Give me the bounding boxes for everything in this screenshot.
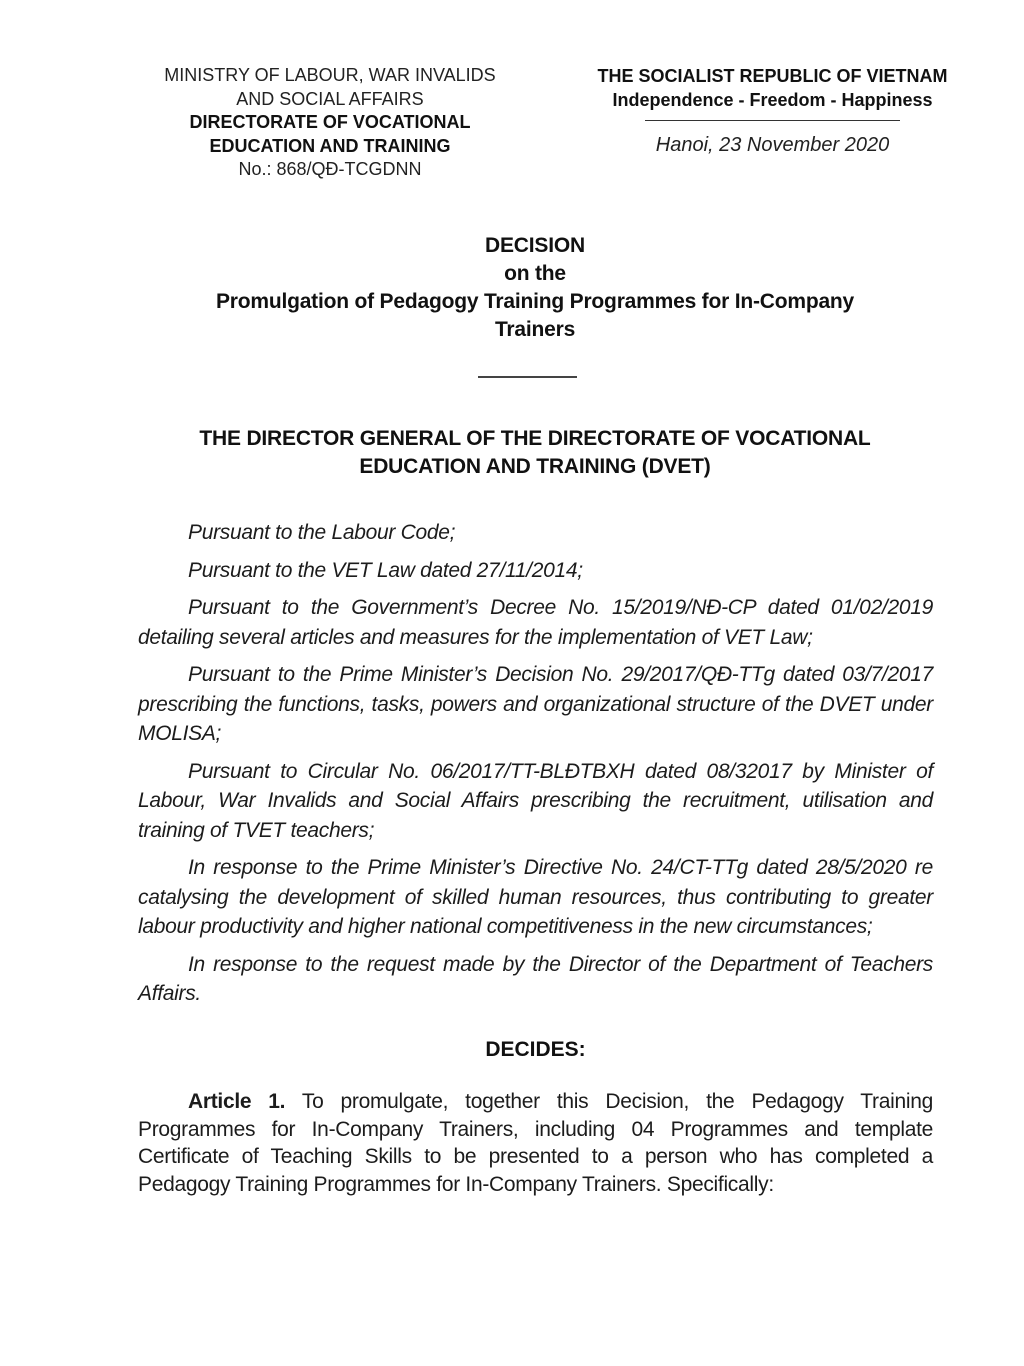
title-line-1: DECISION — [485, 234, 585, 257]
title-line-4: Trainers — [494, 318, 576, 341]
decides-heading: DECIDES: — [485, 1037, 586, 1061]
preamble-paragraph: Pursuant to the Government’s Decree No. 15/2019/NĐ-CP dated 01/02/2019 detailing several articles and measures for the implementation of VET Law; — [138, 596, 933, 649]
directorate-name-line-1: DIRECTORATE OF VOCATIONAL — [189, 112, 471, 132]
national-motto: Independence - Freedom - Happiness — [612, 90, 933, 110]
issuing-authority-block — [130, 64, 530, 182]
title-line-3: Promulgation of Pedagogy Training Programmes for In-Company — [215, 290, 855, 313]
decision-title — [130, 232, 940, 344]
preamble-paragraph: In response to the Prime Minister’s Directive No. 24/CT-TTg dated 28/5/2020 re catalysing the development of skilled human resources, thus contributing to greater labour productivity and higher national competitiveness in the new circumstances; — [138, 856, 933, 938]
decision-body — [138, 518, 933, 1206]
country-name: THE SOCIALIST REPUBLIC OF VIETNAM — [597, 66, 948, 86]
preamble-paragraph: In response to the request made by the Director of the Department of Teachers Affairs. — [138, 952, 933, 1005]
article-1-label: Article 1. — [188, 1090, 286, 1113]
motto-underline-divider — [645, 120, 900, 121]
preamble-paragraph: Pursuant to the Prime Minister’s Decision No. 29/2017/QĐ-TTg dated 03/7/2017 prescribing the functions, tasks, powers and organizational structure of the DVET under MOLISA; — [138, 663, 933, 745]
title-divider — [478, 376, 577, 378]
signing-authority-heading — [130, 425, 940, 481]
article-1-text: To promulgate, together this Decision, the Pedagogy Training Programmes for In-Company Trainers, including 04 Programmes and template Certificate of Teaching Skills to be presented to a person who has completed a Pedagogy Training Programmes for In-Company Trainers. Specifically: — [138, 1090, 933, 1196]
national-header-block — [560, 64, 985, 157]
preamble-paragraph: Pursuant to the VET Law dated 27/11/2014; — [188, 558, 583, 582]
authority-line-1: THE DIRECTOR GENERAL OF THE DIRECTORATE OF VOCATIONAL — [199, 427, 871, 450]
preamble-paragraph: Pursuant to the Labour Code; — [188, 521, 456, 544]
ministry-name-line-1: MINISTRY OF LABOUR, WAR INVALIDS — [164, 65, 496, 85]
article-1-paragraph — [138, 1088, 933, 1198]
title-line-2: on the — [504, 262, 566, 285]
directorate-name-line-2: EDUCATION AND TRAINING — [209, 135, 451, 156]
place-and-date: Hanoi, 23 November 2020 — [655, 134, 890, 156]
ministry-name-line-2: AND SOCIAL AFFAIRS — [236, 88, 424, 109]
document-number: No.: 868/QĐ-TCGDNN — [238, 159, 422, 179]
preamble-paragraph: Pursuant to Circular No. 06/2017/TT-BLĐTBXH dated 08/32017 by Minister of Labour, War Invalids and Social Affairs prescribing the recruitment, utilisation and training of TVET teachers; — [138, 759, 933, 842]
authority-line-2: EDUCATION AND TRAINING (DVET) — [359, 455, 711, 478]
